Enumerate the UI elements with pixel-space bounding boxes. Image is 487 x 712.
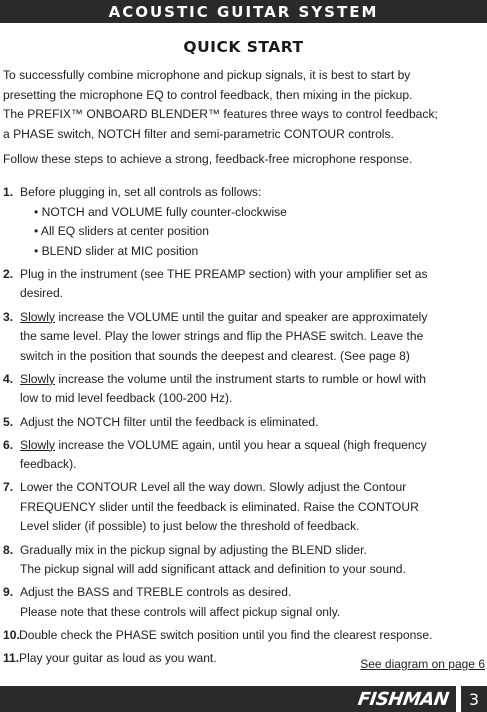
steps-list <box>3 183 486 669</box>
step-item <box>3 265 486 304</box>
intro-line: a PHASE switch, NOTCH filter and semi-parametric CONTOUR controls. <box>3 126 394 141</box>
step-text: Plug in the instrument (see THE PREAMP section) with your amplifier set as desired. <box>20 266 428 301</box>
follow-paragraph: Follow these steps to achieve a strong, feedback-free microphone response. <box>3 152 413 167</box>
bullet-item: • All EQ sliders at center position <box>34 224 209 239</box>
content-body <box>3 66 486 672</box>
step-text: Gradually mix in the pickup signal by adjusting the BLEND slider. The pickup signal will add significant attack and definition to your sound. <box>20 542 406 577</box>
fishman-logo: FISHMAN <box>356 689 450 710</box>
step-number: 7. <box>3 480 14 495</box>
see-diagram-link[interactable]: See diagram on page 6 <box>360 657 485 671</box>
step-number: 3. <box>3 309 14 324</box>
step-text: Slowly increase the VOLUME again, until you hear a squeal (high frequency feedback). <box>20 437 427 472</box>
step-item <box>3 183 486 261</box>
step-item <box>3 583 486 622</box>
intro-line: To successfully combine microphone and pickup signals, it is best to start by <box>3 68 411 82</box>
step-item <box>3 478 486 537</box>
header-bar <box>0 0 487 23</box>
step-text: Lower the CONTOUR Level all the way down. Slowly adjust the Contour FREQUENCY slider until the feedback is eliminated. Raise the CONTOUR Level slider (if possible) to just below the threshold of feedback. <box>20 480 419 534</box>
step-text: Adjust the NOTCH filter until the feedback is eliminated. <box>20 414 319 429</box>
section-title: QUICK START <box>183 38 304 56</box>
step-number: 6. <box>3 437 14 452</box>
step-text: Play your guitar as loud as you want. <box>19 651 217 666</box>
footer-bar <box>0 686 456 712</box>
step-item <box>3 370 486 409</box>
step-text: Double check the PHASE switch position until you find the clearest response. <box>19 627 433 642</box>
bullet-item: • BLEND slider at MIC position <box>34 243 199 258</box>
step-item <box>3 541 486 580</box>
emphasis-slowly: Slowly <box>20 371 55 386</box>
step-item <box>3 626 486 646</box>
step-number: 5. <box>3 414 14 429</box>
step-item <box>3 308 486 367</box>
intro-line: The PREFIX™ ONBOARD BLENDER™ features three ways to control feedback; <box>3 107 438 122</box>
step-text: Slowly increase the VOLUME until the guitar and speaker are approximately the same level. Play the lower strings and flip the PHASE switch. Leave the switch in the position that sounds the deepest and clearest. (See page 8) <box>20 309 428 363</box>
document-title: ACOUSTIC GUITAR SYSTEM <box>108 2 379 21</box>
step-number: 1. <box>3 184 14 199</box>
emphasis-slowly: Slowly <box>20 309 55 324</box>
emphasis-slowly: Slowly <box>20 437 55 452</box>
step-item <box>3 436 486 475</box>
step-number: 11. <box>3 651 20 666</box>
step-text: Before plugging in, set all controls as follows: • NOTCH and VOLUME fully counter-clockwise • All EQ sliders at center position • BLEND slider at MIC position <box>20 183 486 261</box>
step-number: 4. <box>3 371 14 386</box>
step-text: Slowly increase the volume until the instrument starts to rumble or howl with low to mid level feedback (100-200 Hz). <box>20 371 426 406</box>
bullet-item: • NOTCH and VOLUME fully counter-clockwise <box>34 204 287 219</box>
intro-line: presetting the microphone EQ to control feedback, then mixing in the pickup. <box>3 87 413 102</box>
step-text: Adjust the BASS and TREBLE controls as desired. Please note that these controls will affect pickup signal only. <box>20 585 341 619</box>
intro-paragraph <box>3 66 486 144</box>
page-number: 3 <box>461 686 487 712</box>
step-number: 10. <box>3 627 20 642</box>
step-number: 8. <box>3 542 14 557</box>
step-number: 9. <box>3 585 14 600</box>
step-item <box>3 413 486 433</box>
step-number: 2. <box>3 266 14 281</box>
